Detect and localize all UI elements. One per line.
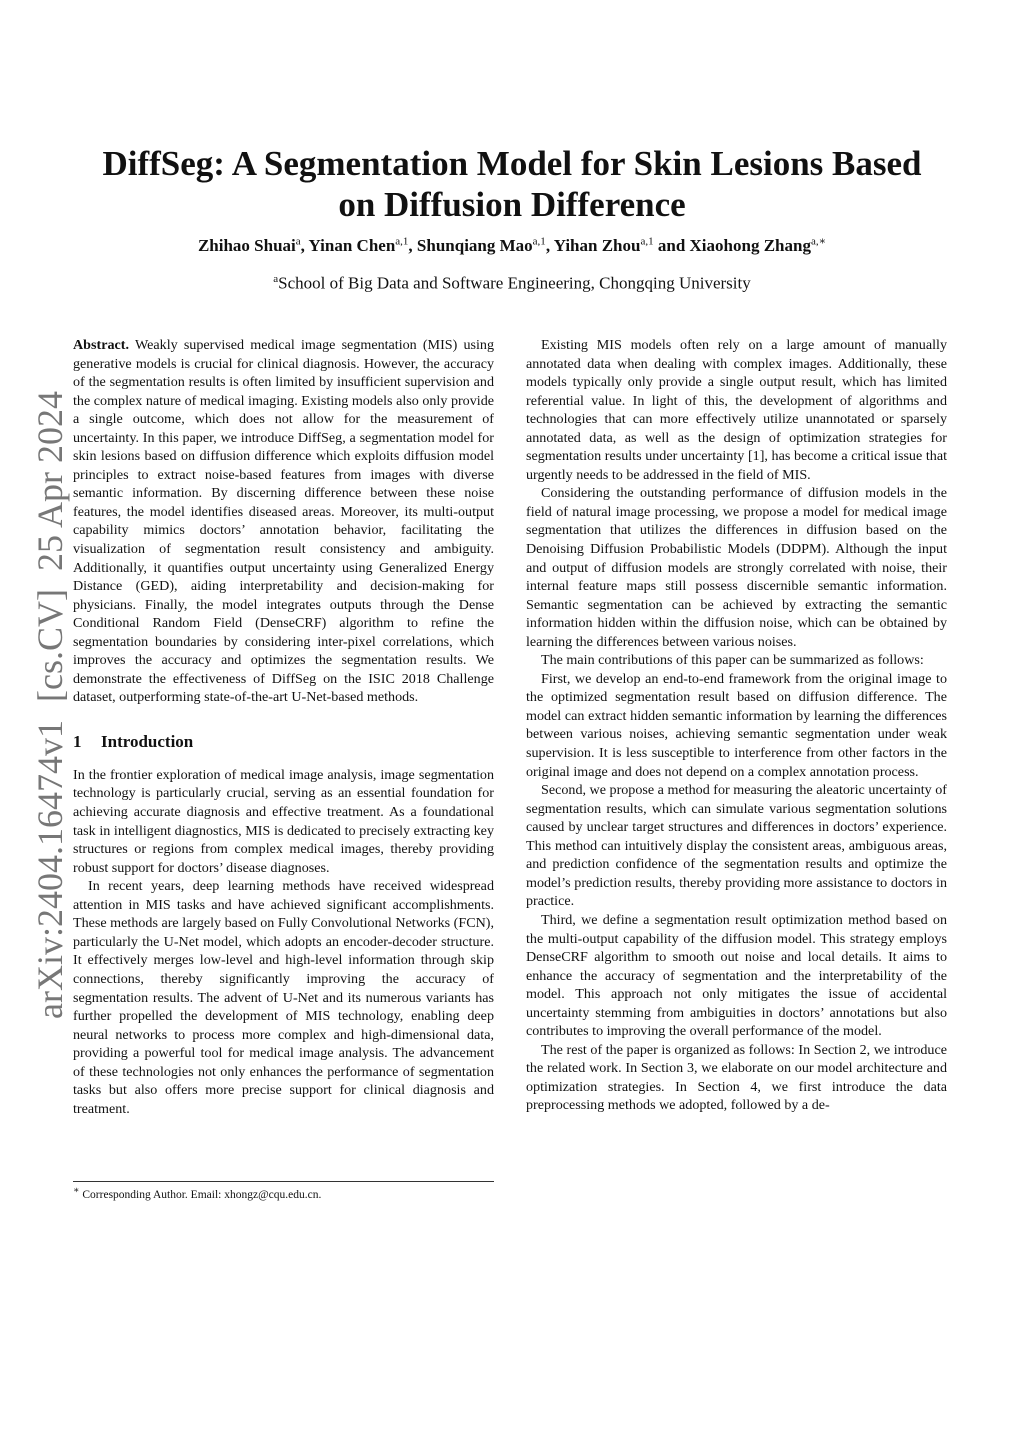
paragraph: Existing MIS models often rely on a large amount of manually annotated data when dealing with complex images. Additionally, these models typically only provide a single output result, which has limited referential value. In light of this, the development of algorithms and technologies that can more effectively utilize unannotated or sparsely annotated data, as well as the design of optimization strategies for segmentation results under uncertainty [1], has become a critical issue that urgently needs to be addressed in the field of MIS.: [526, 337, 947, 483]
footnote: ∗ Corresponding Author. Email: xhongz@cqu.edu.cn.: [73, 1185, 322, 1201]
paper-title: [0, 143, 1024, 225]
author: Yinan Chen$^{a,1}$,: [308, 235, 417, 255]
abstract: [73, 336, 494, 707]
title-line-1: DiffSeg: A Segmentation Model for Skin Lesions Based: [102, 144, 922, 183]
paragraph: Second, we propose a method for measuring the aleatoric uncertainty of segmentation results, which can simulate various segmentation solutions caused by unclear target structures and differences in doctors’ experience. This method can intuitively display the consistent areas, ambiguous areas, and prediction confidence of the segmentation results and optimize the model’s prediction results, thereby providing more assistance to doctors in practice.: [526, 782, 947, 910]
section-heading: 1 Introduction: [73, 731, 194, 751]
right-column: [526, 336, 947, 1115]
abstract-label: Abstract.: [73, 337, 129, 353]
paragraph: The rest of the paper is organized as follows: In Section 2, we introduce the related work. In Section 3, we elaborate on our model architecture and optimization strategies. In Section 4, we first introduce the data preprocessing methods we adopted, followed by a de-: [526, 1041, 947, 1114]
author-list: [0, 234, 1024, 256]
abstract-text: Weakly supervised medical image segmentation (MIS) using generative models is crucial for clinical diagnosis. However, the accuracy of the segmentation results is often limited by insufficient supervision and the complex nature of medical imaging. Existing models also only provide a single outcome, which does not allow for the measurement of uncertainty. In this paper, we introduce DiffSeg, a segmentation model for skin lesions based on diffusion difference which exploits diffusion model principles to extract noise-based features from images with diverse semantic information. By discerning difference between these noise features, the model identifies diseased areas. Moreover, its multi-output capability mimics doctors’ annotation behavior, facilitating the visualization of segmentation result consistency and ambiguity. Additionally, it quantifies output uncertainty using Generalized Energy Distance (GED), aiding interpretability and decision-making for physicians. Finally, the model integrates outputs through the Dense Conditional Random Field (DenseCRF) algorithm to refine the segmentation boundaries by considering inter-pixel correlations, which improves the accuracy and optimizes the segmentation results. We demonstrate the effectiveness of DiffSeg on the ISIC 2018 Challenge dataset, outperforming state-of-the-art U-Net-based methods.: [73, 337, 494, 706]
author: Yihan Zhou$^{a,1}$ and: [553, 235, 690, 255]
paragraph: Third, we define a segmentation result optimization method based on the multi-output capability of the diffusion model. This strategy employs DenseCRF algorithm to smooth out noise and local details. It aims to enhance the accuracy of segmentation and the interpretability of the model. This approach not only mitigates the issue of accidental uncertainty stemming from ambiguities in doctors’ annotations but also contributes to improving the overall performance of the model.: [526, 911, 947, 1040]
paragraph: The main contributions of this paper can be summarized as follows:: [541, 652, 924, 669]
title-line-2: on Diffusion Difference: [338, 185, 686, 224]
left-column: [73, 336, 494, 1118]
paragraph: In the frontier exploration of medical image analysis, image segmentation technology is particularly crucial, serving as an essential foundation for achieving accurate diagnosis and effective treatment. As a foundational task in intelligent diagnostics, MIS is dedicated to precisely extracting key structures or regions from complex medical images, thereby providing robust support for doctors’ disease diagnoses.: [73, 766, 494, 876]
footnote-rule: [73, 1181, 494, 1182]
author: Xiaohong Zhang$^{a,∗}$: [689, 235, 827, 255]
author: Zhihao Shuai$^a$,: [197, 235, 309, 255]
affiliation: $^a$School of Big Data and Software Engineering, Chongqing University: [273, 273, 751, 293]
paragraph: In recent years, deep learning methods have received widespread attention in MIS tasks and have achieved significant accomplishments. These methods are largely based on Fully Convolutional Networks (FCN), particularly the U-Net model, which adopts an encoder-decoder structure. It effectively merges low-level and high-level information through skip connections, thereby significantly improving the accuracy of segmentation results. The advent of U-Net and its numerous variants has further propelled the development of MIS technology, enabling deep neural networks to process more complex and high-dimensional data, providing a powerful tool for medical image analysis. The advancement of these technologies not only enhances the performance of segmentation tasks but also offers more precise support for clinical diagnosis and treatment.: [73, 878, 494, 1117]
author: Shunqiang Mao$^{a,1}$,: [416, 235, 554, 255]
paragraph: Considering the outstanding performance of diffusion models in the field of natural image processing, we propose a model for medical image segmentation that utilizes the differences in diffusion based on the Denoising Diffusion Probabilistic Models (DDPM). Although the input and output of diffusion models are strongly correlated with noise, their internal feature maps still possess discernible semantic information. Semantic segmentation can be achieved by extracting the semantic information hidden within the diffusion noise, which can be obtained by learning the differences between various noises.: [526, 485, 947, 650]
paragraph: First, we develop an end-to-end framework from the original image to the optimized segmentation result based on diffusion difference. The model can extract hidden semantic information by learning the differences between various noises, achieving semantic segmentation under weak supervision. It is less susceptible to interference from other factors in the original image and does not depend on a complex annotation process.: [526, 670, 947, 780]
arxiv-stamp: arXiv:2404.16474v1 [cs.CV] 25 Apr 2024: [30, 391, 70, 1019]
